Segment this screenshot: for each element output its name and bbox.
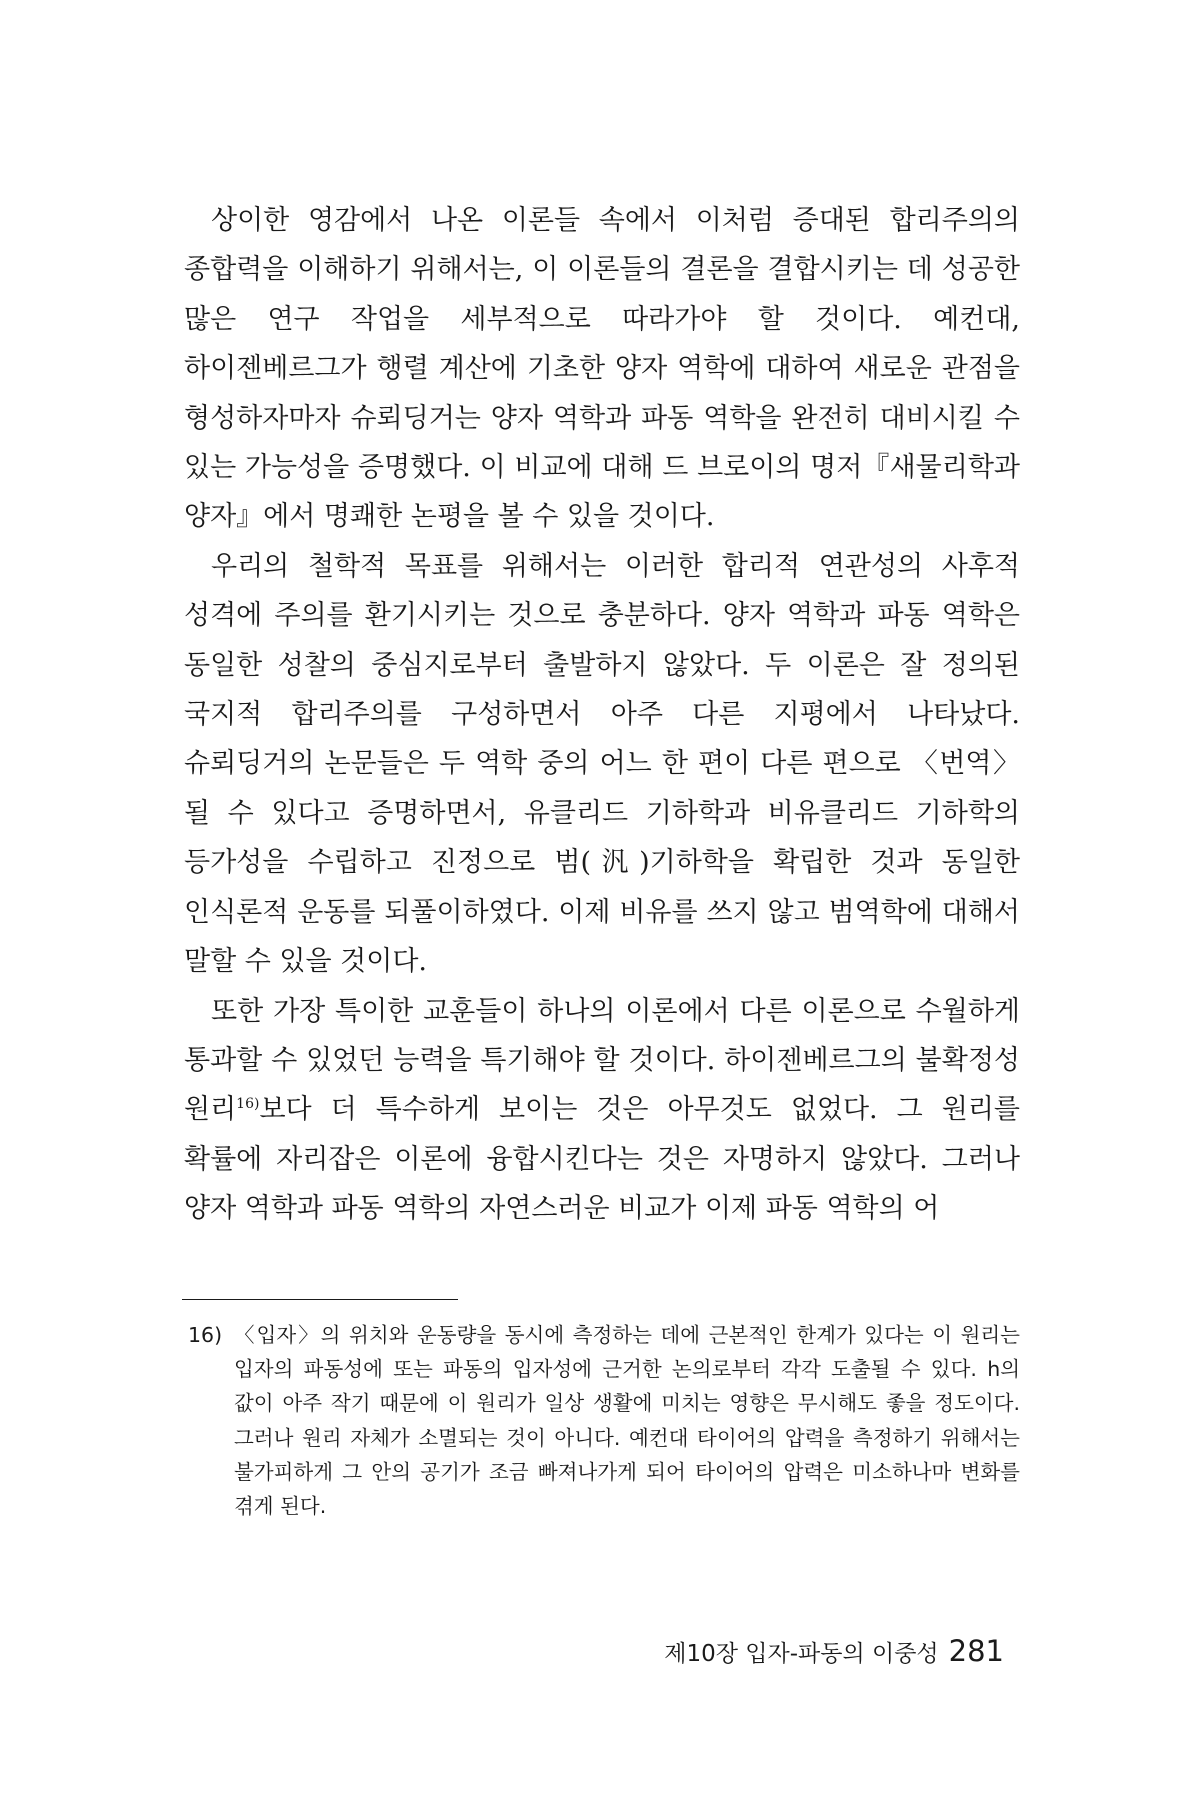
chapter-title: 제10장 입자-파동의 이중성 [664,1641,939,1667]
paragraph-3-text-before: 또한 가장 특이한 교훈들이 하나의 이론에서 다른 이론으로 수월하게 통과할 수 있었던 능력을 특기해야 할 것이다. 하이젠베르그의 불확정성 원리 [184,995,1020,1126]
running-footer [664,1634,1004,1671]
footnote-reference: 16) [236,1096,260,1113]
paragraph-3-text-after: 보다 더 특수하게 보이는 것은 아무것도 없었다. 그 원리를 확률에 자리잡은 이론에 융합시킨다는 것은 자명하지 않았다. 그러나 양자 역학과 파동 역학의 자연스러운 비교가 이제 파동 역학의 어 [184,1094,1020,1225]
footnote [188,1318,1020,1523]
body-text [184,196,1020,1234]
footnote-divider [182,1299,458,1300]
page-number: 281 [948,1634,1004,1668]
footnote-text: 〈입자〉의 위치와 운동량을 동시에 측정하는 데에 근본적인 한계가 있다는 이 원리는 입자의 파동성에 또는 파동의 입자성에 근거한 논의로부터 각각 도출될 수 있다. h의 값이 아주 작기 때문에 이 원리가 일상 생활에 미치는 영향은 무시해도 좋을 정도이다. 그러나 원리 자체가 소멸되는 것이 아니다. 예컨대 타이어의 압력을 측정하기 위해서는 불가피하게 그 안의 공기가 조금 빠져나가게 되어 타이어의 압력은 미소하나마 변화를 겪게 된다. [234,1323,1020,1519]
paragraph-1: 상이한 영감에서 나온 이론들 속에서 이처럼 증대된 합리주의의 종합력을 이해하기 위해서는, 이 이론들의 결론을 결합시키는 데 성공한 많은 연구 작업을 세부적으로 따라가야 할 것이다. 예컨대, 하이젠베르그가 행렬 계산에 기초한 양자 역학에 대하여 새로운 관점을 형성하자마자 슈뢰딩거는 양자 역학과 파동 역학을 완전히 대비시킬 수 있는 가능성을 증명했다. 이 비교에 대해 드 브로이의 명저『새물리학과 양자』에서 명쾌한 논평을 볼 수 있을 것이다. [184,205,1020,533]
paragraph-3 [184,987,1020,1234]
paragraph-2: 우리의 철학적 목표를 위해서는 이러한 합리적 연관성의 사후적 성격에 주의를 환기시키는 것으로 충분하다. 양자 역학과 파동 역학은 동일한 성찰의 중심지로부터 출발하지 않았다. 두 이론은 잘 정의된 국지적 합리주의를 구성하면서 아주 다른 지평에서 나타났다. 슈뢰딩거의 논문들은 두 역학 중의 어느 한 편이 다른 편으로 〈번역〉될 수 있다고 증명하면서, 유클리드 기하학과 비유클리드 기하학의 등가성을 수립하고 진정으로 범(汎)기하학을 확립한 것과 동일한 인식론적 운동를 되풀이하였다. 이제 비유를 쓰지 않고 범역학에 대해서 말할 수 있을 것이다. [184,550,1020,978]
footnote-number: 16) [188,1323,223,1347]
